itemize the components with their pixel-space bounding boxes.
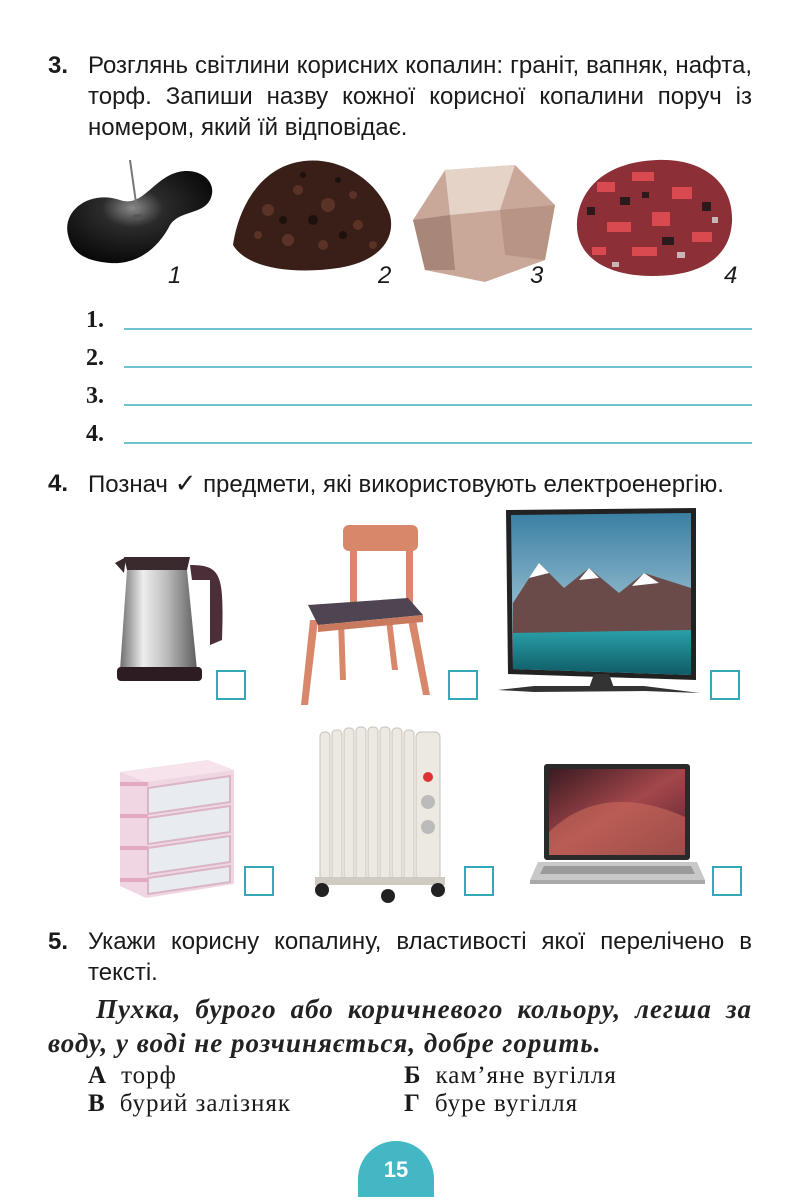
oil-image (60, 155, 220, 285)
answer-line-1[interactable] (124, 328, 752, 330)
checkbox-tv[interactable] (710, 670, 740, 700)
task-number: 5. (48, 928, 69, 955)
option-letter: А (88, 1062, 108, 1089)
description-text: Пухка, бурого або коричневого кольору, легша за воду, у воді не розчиняється, добре горить. (48, 994, 752, 1058)
kettle-image (112, 545, 227, 690)
answer-number: 3. (86, 383, 104, 409)
image-number-3: 3 (530, 262, 544, 289)
oil-heater-image (310, 722, 450, 904)
option-letter: Г (404, 1090, 421, 1117)
task-3 (48, 50, 752, 143)
option-text: кам’яне вугілля (435, 1062, 617, 1089)
check-mark-icon: ✓ (174, 468, 197, 498)
option-letter: В (88, 1090, 106, 1117)
answer-line-4[interactable] (124, 442, 752, 444)
tv-image (494, 508, 702, 708)
page-number: 15 (358, 1141, 434, 1197)
option-text: торф (121, 1062, 177, 1089)
option-letter: Б (404, 1062, 422, 1089)
image-number-1: 1 (168, 262, 182, 289)
answer-number: 1. (86, 307, 104, 333)
task-number: 4. (48, 470, 69, 497)
answer-number: 2. (86, 345, 104, 371)
answer-row-4 (86, 414, 752, 450)
task-text-after: предмети, які використовують електроенергію. (203, 471, 724, 498)
answer-number: 4. (86, 421, 104, 447)
peat-image (228, 150, 398, 280)
checkbox-chair[interactable] (448, 670, 478, 700)
task-text: Розглянь світлини корисних копалин: граніт, вапняк, нафта, торф. Запиши назву кожної корисної копалини поруч із номером, який їй відповідає. (88, 52, 752, 141)
task-text: Укажи корисну копалину, властивості якої перелічено в тексті. (88, 928, 752, 986)
option-a[interactable] (88, 1062, 177, 1090)
image-number-4: 4 (724, 262, 738, 289)
option-d[interactable] (404, 1090, 578, 1118)
task-text (88, 468, 752, 500)
answer-line-2[interactable] (124, 366, 752, 368)
granite-image (572, 152, 737, 282)
answer-row-1 (86, 300, 752, 336)
laptop-image (530, 762, 705, 888)
plastic-drawers-image (118, 752, 236, 900)
task-text-before: Познач (88, 471, 168, 498)
answer-line-3[interactable] (124, 404, 752, 406)
answer-row-3 (86, 376, 752, 412)
chair-image (298, 520, 438, 710)
checkbox-drawers[interactable] (244, 866, 274, 896)
option-text: бурий залізняк (119, 1090, 291, 1117)
checkbox-kettle[interactable] (216, 670, 246, 700)
answer-row-2 (86, 338, 752, 374)
checkbox-heater[interactable] (464, 866, 494, 896)
option-text: буре вугілля (434, 1090, 579, 1117)
option-b[interactable] (404, 1062, 617, 1090)
task-number: 3. (48, 52, 69, 79)
task-5 (48, 926, 752, 988)
checkbox-laptop[interactable] (712, 866, 742, 896)
image-number-2: 2 (378, 262, 392, 289)
task-4 (48, 468, 752, 500)
option-c[interactable] (88, 1090, 291, 1118)
